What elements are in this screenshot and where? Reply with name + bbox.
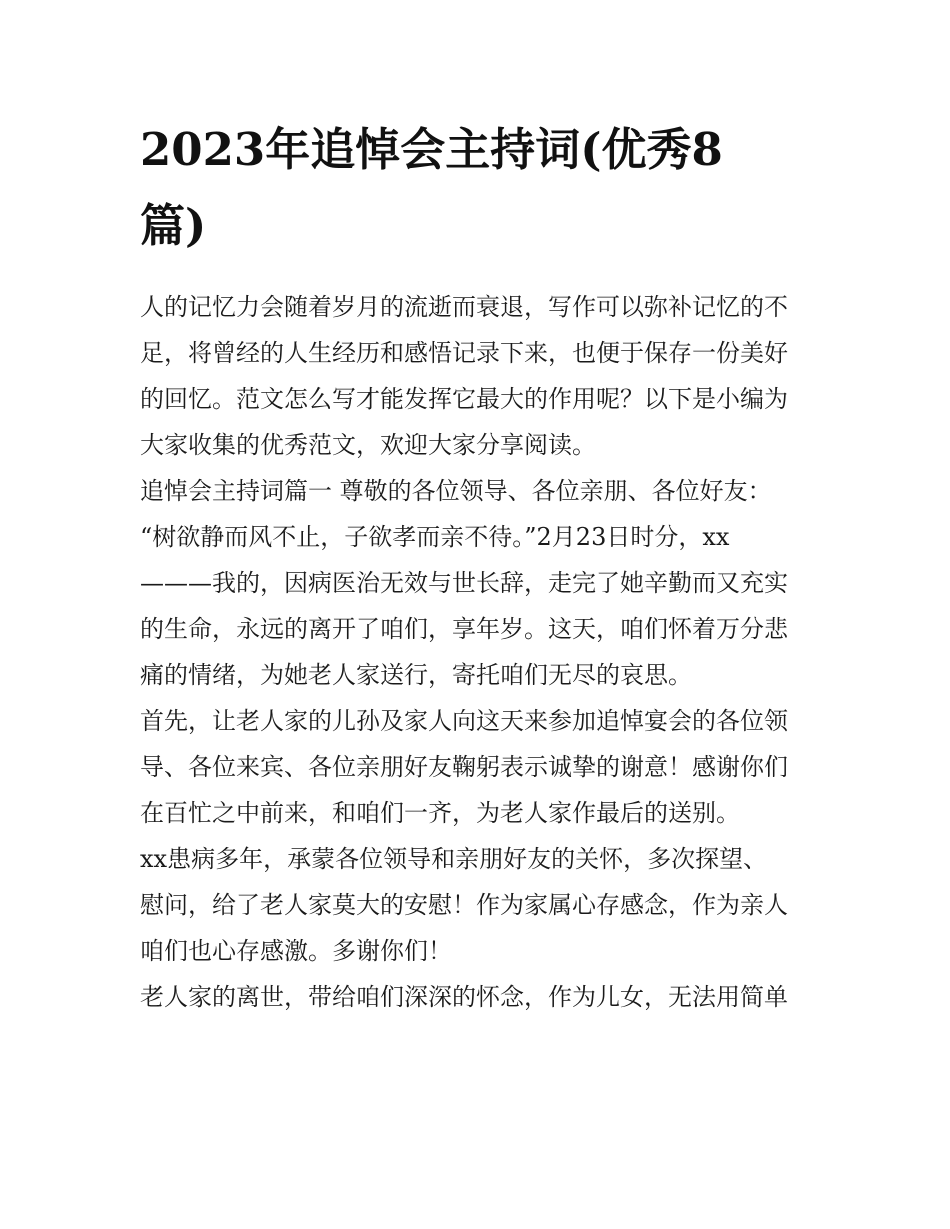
- body-line: 在百忙之中前来，和咱们一齐，为老人家作最后的送别。: [140, 799, 740, 827]
- body-line: 的回忆。范文怎么写才能发挥它最大的作用呢？以下是小编为: [140, 385, 788, 413]
- document-title: [140, 112, 820, 264]
- body-line: 咱们也心存感激。多谢你们！: [140, 937, 452, 965]
- body-line: 追悼会主持词篇一 尊敬的各位领导、各位亲朋、各位好友：: [140, 477, 772, 505]
- body-line: “树欲静而风不止，子欲孝而亲不待。”2月23日时分，xx: [140, 523, 730, 551]
- body-line: 首先，让老人家的儿孙及家人向这天来参加追悼宴会的各位领: [140, 707, 788, 735]
- document-page: [140, 112, 820, 1020]
- body-line: 痛的情绪，为她老人家送行，寄托咱们无尽的哀思。: [140, 661, 692, 689]
- body-line: 的生命，永远的离开了咱们，享年岁。这天，咱们怀着万分悲: [140, 615, 788, 643]
- title-line: 2023年追悼会主持词(优秀8: [140, 123, 723, 176]
- body-line: 慰问，给了老人家莫大的安慰！作为家属心存感念，作为亲人: [140, 891, 788, 919]
- body-line: 导、各位来宾、各位亲朋好友鞠躬表示诚挚的谢意！感谢你们: [140, 753, 788, 781]
- body-line: 大家收集的优秀范文，欢迎大家分享阅读。: [140, 431, 596, 459]
- body-line: xx患病多年，承蒙各位领导和亲朋好友的关怀，多次探望、: [140, 845, 768, 873]
- body-line: 老人家的离世，带给咱们深深的怀念，作为儿女，无法用简单: [140, 983, 788, 1011]
- body-line: ———我的，因病医治无效与世长辞，走完了她辛勤而又充实: [140, 569, 788, 597]
- document-body: [140, 284, 820, 1020]
- body-line: 人的记忆力会随着岁月的流逝而衰退，写作可以弥补记忆的不: [140, 293, 788, 321]
- body-line: 足，将曾经的人生经历和感悟记录下来，也便于保存一份美好: [140, 339, 788, 367]
- title-line: 篇): [140, 199, 207, 252]
